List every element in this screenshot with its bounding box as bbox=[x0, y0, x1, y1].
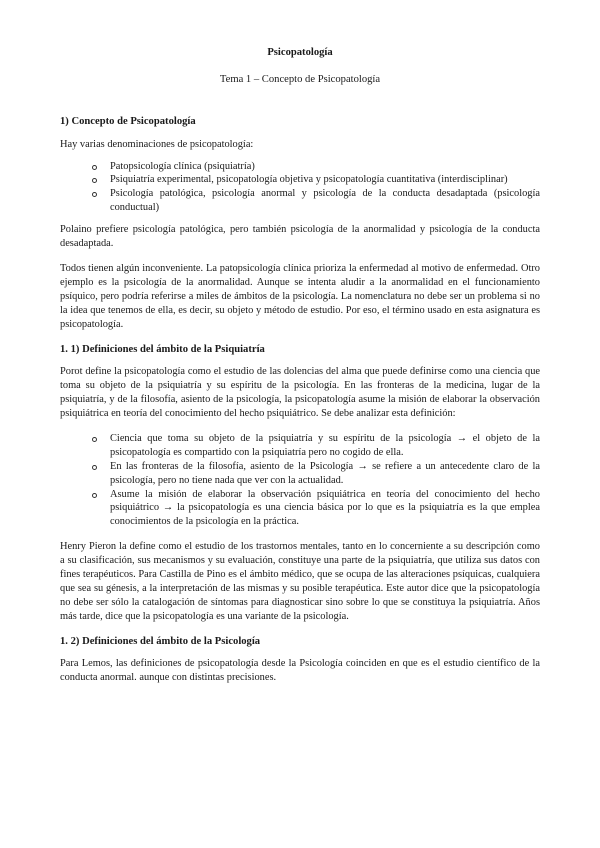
bullet-list bbox=[60, 432, 540, 530]
document-subtitle: Tema 1 – Concepto de Psicopatología bbox=[219, 74, 381, 86]
list-item: Patopsicología clínica (psiquiatría) bbox=[110, 160, 540, 174]
document-title: Psicopatología bbox=[267, 47, 333, 58]
section-heading: 1. 1) Definiciones del ámbito de la Psiquiatría bbox=[60, 343, 265, 355]
bullet-list bbox=[60, 160, 540, 216]
list-item: Ciencia que toma su objeto de la psiquiatría y su espíritu de la psicología → el objeto de la psicopatología es compartido con la psiquiatría pero no cogido de ella. bbox=[110, 432, 540, 458]
section-heading: 1) Concepto de Psicopatología bbox=[60, 116, 196, 128]
list-item: Psicología patológica, psicología anormal y psicología de la conducta desadaptada (psicología conductual) bbox=[110, 188, 540, 214]
section-heading: 1. 2) Definiciones del ámbito de la Psicología bbox=[60, 635, 261, 647]
list-item: Psiquiatría experimental, psicopatología objetiva y psicopatología cuantitativa (interdisciplinar) bbox=[110, 173, 540, 187]
paragraph: Para Lemos, las definiciones de psicopatología desde la Psicología coinciden en que es el estudio científico de la conducta anormal. aunque con distintas precisiones. bbox=[60, 658, 540, 684]
paragraph: Todos tienen algún inconveniente. La patopsicología clínica prioriza la enfermedad al motivo de enfermedad. Otro ejemplo es la psicología de la anormalidad. Aunque se intenta aludir a la anormalidad en el funcionamiento psíquico, pero podría referirse a miles de ámbitos de la psicología. La nomenclatura no debe ser un problema si no la idea que tenemos de ella, es decir, su objeto y método de estudio. Por eso, el término usado en esta asignatura es psicopatología. bbox=[60, 263, 540, 330]
list-item: En las fronteras de la filosofía, asiento de la Psicología → se refiere a un antecedente claro de la psicología, pero no tiene nada que ver con la actualidad. bbox=[110, 460, 540, 486]
paragraph: Hay varias denominaciones de psicopatología: bbox=[60, 138, 254, 150]
paragraph: Porot define la psicopatología como el estudio de las dolencias del alma que puede definirse como una ciencia que toma su objeto de la psiquiatría y su espíritu de la psicología. En las fronteras de la medicina, lugar de la psiquiatría, y de la filosofía, asiento de la psicología, la psicopatología asume la misión de elaborar la observación psiquiátrica en teoría del conocimiento del hecho psiquiátrico. Se debe analizar esta definición: bbox=[60, 366, 540, 419]
paragraph: Polaino prefiere psicología patológica, pero también psicología de la anormalidad y psicología de la conducta desadaptada. bbox=[60, 224, 540, 250]
list-item: Asume la misión de elaborar la observación psiquiátrica en teoría del conocimiento del hecho psiquiátrico → la psicopatología es una ciencia básica por lo que es la psiquiatría es la que emplea conocimientos de la psicología en la práctica. bbox=[110, 488, 540, 528]
paragraph: Henry Pieron la define como el estudio de los trastornos mentales, tanto en lo concerniente a su descripción como a su clasificación, sus mecanismos y su evaluación, constituye una parte de la psiquiatría, que utiliza sus datos con fines terapéuticos. Para Castilla de Pino es el ámbito médico, que se ocupa de las alteraciones psíquicas, cualquiera que sea su génesis, a la interpretación de las mismas y su posible terapéutica. Este autor dice que la psicopatología no debe ser sólo la catalogación de síntomas para diagnosticar sino sobre lo que se constituya la psiquiatría. Años más tarde, dice que la psicopatología es una variante de la psicología. bbox=[60, 541, 540, 622]
